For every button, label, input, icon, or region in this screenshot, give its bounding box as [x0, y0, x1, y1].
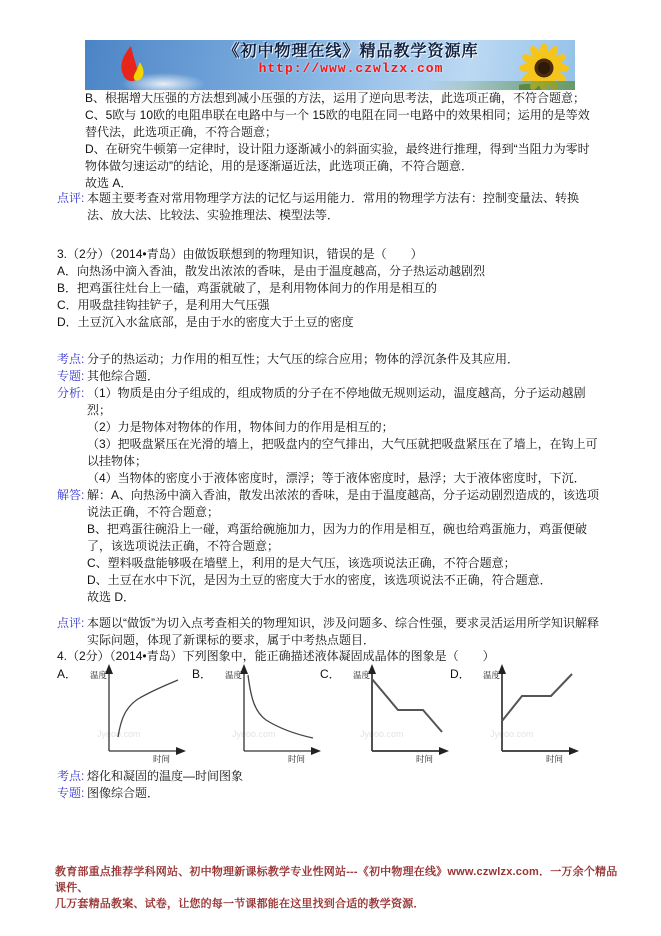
- watermark-text: Jyeoo.com: [360, 729, 404, 739]
- q3-fenxi-line: （4）当物体的密度小于液体密度时，漂浮；等于液体密度时，悬浮；大于液体密度时，下沉．: [87, 471, 586, 485]
- q4-option-c-letter: C．: [320, 667, 341, 681]
- comment-label: 点评:: [57, 616, 85, 630]
- q4-analysis-section: [57, 768, 602, 802]
- watermark-text: Jyeoo.com: [490, 729, 534, 739]
- q3-jieda-line: B、把鸡蛋往碗沿上一碰，鸡蛋给碗施加力，因为力的作用是相互，碗也给鸡蛋施力，鸡蛋便破了，该选项说法正确，不符合题意；: [87, 522, 588, 553]
- q2-answer-continuation: [85, 90, 601, 192]
- flame-logo-icon: [113, 43, 151, 87]
- watermark-text: Jyeoo.com: [232, 729, 276, 739]
- kaodian-label: 考点:: [57, 352, 85, 366]
- q3-option-d: D．土豆沉入水盆底部，是由于水的密度大于土豆的密度: [57, 315, 354, 329]
- q3-option-b: B．把鸡蛋往灶台上一磕，鸡蛋就破了，是利用物体间力的作用是相互的: [57, 281, 438, 295]
- q3-jieda-line: D、土豆在水中下沉，是因为土豆的密度大于水的密度，该选项说法不正确，符合题意．: [87, 573, 552, 587]
- q4-stem: 4.（2分）（2014•青岛）下列图象中，能正确描述液体凝固成晶体的图象是（ ）: [57, 649, 495, 663]
- q3-jieda-row: [57, 487, 602, 606]
- zhuanti-label: 专题:: [57, 369, 85, 383]
- q4-option-d: [450, 663, 582, 767]
- q3-jieda-line: C、塑料吸盘能够吸在墙壁上，利用的是大气压，该选项说法正确，不符合题意；: [87, 556, 516, 570]
- q2-comment-text: 本题主要考查对常用物理学方法的记忆与运用能力．常用的物理学方法有：控制变量法、转换法、放大法、比较法、实验推理法、模型法等．: [87, 191, 580, 222]
- x-axis-label: 时间: [153, 754, 171, 763]
- q2-comment-row: [57, 190, 602, 224]
- q4-kaodian-text: 熔化和凝固的温度—时间图象: [87, 769, 244, 783]
- q2-answer-line: D、在研究牛顿第一定律时，设计阻力逐渐减小的斜面实验，最终进行推理，得到“当阻力为零时物体做匀速运动”的结论，用的是逐渐逼近法，此选项正确，不符合题意．: [85, 142, 590, 173]
- q3-stem: 3.（2分）（2014•青岛）由做饭联想到的物理知识，错误的是（ ）: [57, 247, 423, 261]
- question-3: [57, 246, 602, 331]
- y-axis-label: 温度: [353, 670, 371, 680]
- site-footer: [55, 864, 627, 912]
- jieda-label: 解答:: [57, 488, 85, 502]
- curve-d: [502, 674, 572, 721]
- x-axis-label: 时间: [288, 754, 306, 763]
- q3-fenxi-line: （2）力是物体对物体的作用，物体间力的作用是相互的；: [87, 420, 394, 434]
- y-axis-label: 温度: [483, 670, 501, 680]
- temperature-time-graph-c: [352, 663, 452, 763]
- site-url-link[interactable]: http://www.czwlzx.com: [258, 61, 444, 76]
- q3-option-a: A．向热汤中滴入香油，散发出浓浓的香味，是由于温度越高，分子热运动越剧烈: [57, 264, 486, 278]
- q3-zhuanti-text: 其他综合题．: [87, 369, 160, 383]
- q4-zhuanti-text: 图像综合题．: [87, 786, 160, 800]
- q3-kaodian-text: 分子的热运动；力作用的相互性；大气压的综合应用；物体的浮沉条件及其应用．: [87, 352, 520, 366]
- q3-jieda-conclusion: 故选 D．: [87, 590, 136, 604]
- curve-c: [372, 679, 442, 732]
- watermark-text: Jyeoo.com: [97, 729, 141, 739]
- x-axis-label: 时间: [416, 754, 434, 763]
- q4-option-a: [57, 663, 189, 767]
- sunflower-image: [519, 43, 569, 90]
- q3-analysis-section: [57, 351, 602, 649]
- zhuanti-label: 专题:: [57, 786, 85, 800]
- q2-answer-conclusion: 故选 A．: [85, 176, 133, 190]
- fenxi-label: 分析:: [57, 386, 85, 400]
- temperature-time-graph-d: [482, 663, 582, 763]
- footer-line: 几万套精品教案、试卷，让您的每一节课都能在这里找到合适的教学资源．: [55, 898, 425, 910]
- q4-kaodian-row: [57, 768, 602, 785]
- q2-answer-line: C、5欧与 10欧的电阻串联在电路中与一个 15欧的电阻在同一电路中的效果相同；运用的是等效替代法，此选项正确，不符合题意；: [85, 108, 590, 139]
- q2-answer-line: B、根据增大压强的方法想到减小压强的方法，运用了逆向思考法，此选项正确，不符合题意；: [85, 91, 586, 105]
- q4-option-b: [192, 663, 324, 767]
- q3-comment-text: 本题以“做饭”为切入点考查相关的物理知识，涉及问题多、综合性强，要求灵活运用所学知识解释实际问题，体现了新课标的要求，属于中考热点题目．: [87, 616, 599, 647]
- x-axis-label: 时间: [546, 754, 564, 763]
- site-banner: [85, 40, 575, 90]
- comment-label: 点评:: [57, 191, 85, 205]
- y-axis-label: 温度: [225, 670, 243, 680]
- q3-comment-row: [57, 615, 602, 649]
- q4-option-d-letter: D．: [450, 667, 471, 681]
- y-axis-label: 温度: [90, 670, 108, 680]
- site-title: 《初中物理在线》精品教学资源库: [223, 43, 479, 60]
- q3-kaodian-row: [57, 351, 602, 368]
- q3-jieda-line: 解：A、向热汤中滴入香油，散发出浓浓的香味，是由于温度越高，分子运动剧烈造成的，该选项说法正确，不符合题意；: [87, 488, 600, 519]
- q4-option-c: [320, 663, 452, 767]
- q3-option-c: C．用吸盘挂钩挂铲子，是利用大气压强: [57, 298, 270, 312]
- q3-zhuanti-row: [57, 368, 602, 385]
- q4-option-b-letter: B．: [192, 667, 213, 681]
- q3-fenxi-line: （1）物质是由分子组成的，组成物质的分子在不停地做无规则运动，温度越高，分子运动越剧烈；: [87, 386, 586, 417]
- q3-fenxi-line: （3）把吸盘紧压在光滑的墙上，把吸盘内的空气排出，大气压就把吸盘紧压在了墙上，在钩上可以挂物体；: [87, 437, 598, 468]
- kaodian-label: 考点:: [57, 769, 85, 783]
- q4-option-a-letter: A．: [57, 667, 78, 681]
- temperature-time-graph-b: [224, 663, 324, 763]
- footer-line: 教育部重点推荐学科网站、初中物理新课标教学专业性网站---《初中物理在线》www.czwlzx.com．一万余个精品课件、: [55, 866, 618, 894]
- temperature-time-graph-a: [89, 663, 189, 763]
- q4-zhuanti-row: [57, 785, 602, 802]
- q3-fenxi-row: [57, 385, 602, 487]
